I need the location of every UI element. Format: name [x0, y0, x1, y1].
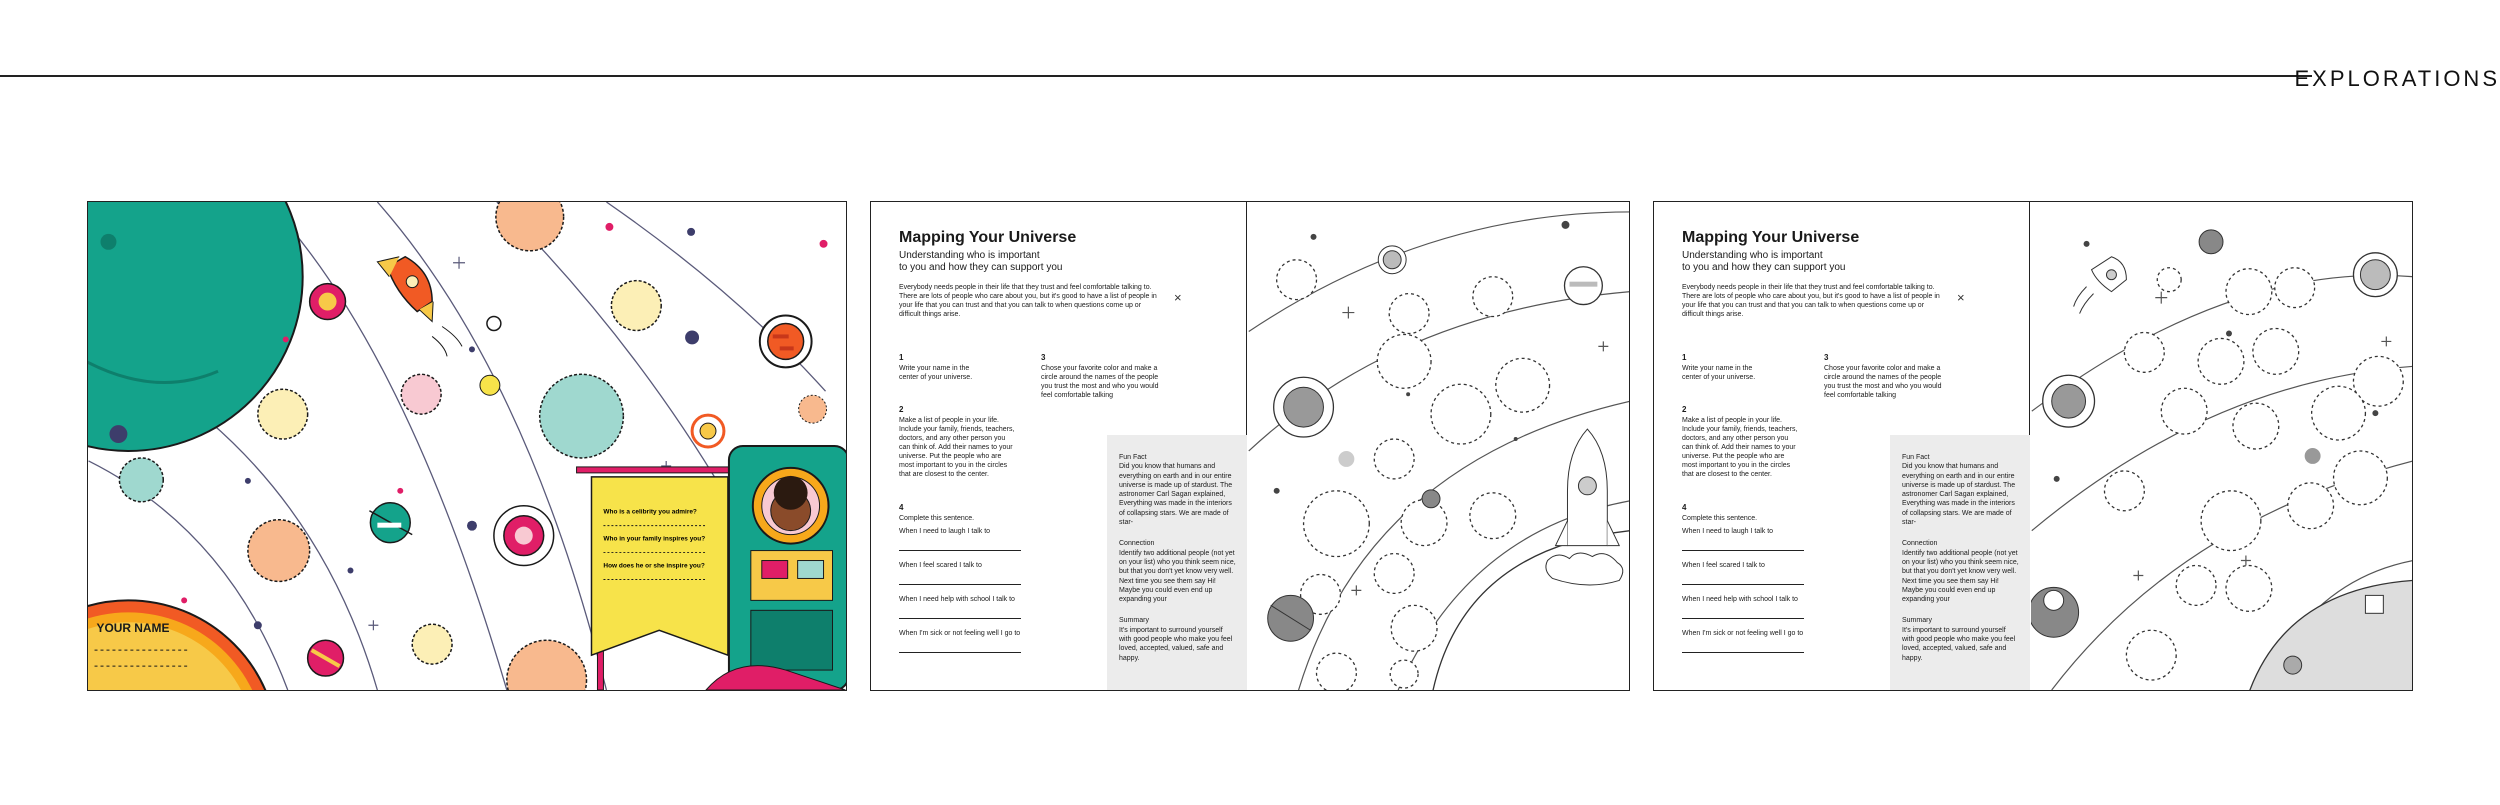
close-icon: × — [1174, 290, 1182, 305]
step-4-number: 4 — [899, 503, 904, 512]
prompt-laugh: When I need to laugh I talk to — [899, 528, 991, 535]
question-banner — [577, 467, 736, 690]
prompt-sick: When I'm sick or not feeling well I go to — [899, 630, 1021, 637]
step-1-text: Write your name in the center of your universe. — [899, 365, 973, 381]
prompt-laugh: When I need to laugh I talk to — [1682, 528, 1774, 535]
answer-line — [1682, 652, 1804, 653]
prompt-sick: When I'm sick or not feeling well I go to — [1682, 630, 1804, 637]
banner-question-3: How does he or she inspire you? — [603, 562, 705, 570]
worksheet-spread-a — [870, 201, 1630, 691]
answer-line — [899, 652, 1021, 653]
step-3-text: Chose your favorite color and make a circle around the names of the people you trust the most and who you would feel comfortable talking — [1041, 365, 1159, 399]
worksheet-text-page — [1654, 202, 2030, 690]
section-title: EXPLORATIONS — [2294, 66, 2500, 91]
worksheet-intro: Everybody needs people in their life that they trust and feel comfortable talking to. There are lots of people who care about you, but it's good to have a list of people in your life that you can trust and that you can talk to when questions come up or difficult things arise. — [1682, 284, 1940, 318]
close-icon: × — [1957, 290, 1965, 305]
summary: Summary It's important to surround yourself with good people who make you feel loved, accepted, valued, safe and happy. — [1902, 617, 2016, 662]
rocket-outline-icon — [2074, 257, 2127, 314]
color-illustration-spread — [87, 201, 847, 691]
name-label: YOUR NAME — [96, 621, 170, 636]
prompt-school: When I need help with school I talk to — [1682, 596, 1798, 603]
connection: Connection Identify two additional people (not yet on your list) who you think seem nice, but that you don't yet know very well. Next time you see them say Hi! Maybe you could even end up expanding your — [1119, 540, 1236, 604]
answer-line — [1682, 584, 1804, 585]
prompt-school: When I need help with school I talk to — [899, 596, 1015, 603]
step-2-number: 2 — [1682, 405, 1687, 414]
step-2-number: 2 — [899, 405, 904, 414]
space-illustration — [88, 202, 846, 690]
step-3-number: 3 — [1824, 353, 1829, 362]
rocket-icon — [377, 257, 462, 357]
worksheet-title: Mapping Your Universe — [1682, 229, 1860, 246]
step-4-text: Complete this sentence. — [1682, 515, 1758, 522]
fun-fact: Fun Fact Did you know that humans and everything on earth and in our entire universe is made up of stardust. The astronomer Carl Sagan explained, Everything was made in the interiors of collapsing stars. We are made of star- — [1902, 454, 2016, 527]
answer-line — [899, 584, 1021, 585]
answer-line — [1682, 550, 1804, 551]
step-1-number: 1 — [899, 353, 904, 362]
fact-box — [1107, 435, 1247, 691]
header-rule — [0, 75, 2312, 77]
answer-line — [899, 618, 1021, 619]
worksheet-title: Mapping Your Universe — [899, 229, 1077, 246]
banner-question-2: Who in your family inspires you? — [603, 535, 706, 543]
step-4-number: 4 — [1682, 503, 1687, 512]
line-art-universe-a — [1248, 202, 1630, 690]
prompt-scared: When I feel scared I talk to — [899, 562, 982, 569]
answer-line — [1682, 618, 1804, 619]
worksheet-spread-b — [1653, 201, 2413, 691]
line-art-universe-b — [2031, 202, 2413, 690]
worksheet-text-page — [871, 202, 1247, 690]
prompt-scared: When I feel scared I talk to — [1682, 562, 1765, 569]
worksheet-intro: Everybody needs people in their life that they trust and feel comfortable talking to. There are lots of people who care about you, but it's good to have a list of people in your life that you can trust and that you can talk to when questions come up or difficult things arise. — [899, 284, 1157, 318]
connection: Connection Identify two additional people (not yet on your list) who you think seem nice, but that you don't yet know very well. Next time you see them say Hi! Maybe you could even end up expanding your — [1902, 540, 2019, 604]
banner-question-1: Who is a celibrity you admire? — [603, 508, 697, 516]
step-3-text: Chose your favorite color and make a circle around the names of the people you trust the most and who you would feel comfortable talking — [1824, 365, 1942, 399]
fact-box — [1890, 435, 2030, 691]
step-3-number: 3 — [1041, 353, 1046, 362]
worksheet-subtitle: Understanding who is important to you and how they can support you — [899, 250, 1063, 273]
fun-fact: Fun Fact Did you know that humans and everything on earth and in our entire universe is made up of stardust. The astronomer Carl Sagan explained, Everything was made in the interiors of collapsing stars. We are made of star- — [1119, 454, 1233, 527]
summary: Summary It's important to surround yourself with good people who make you feel loved, accepted, valued, safe and happy. — [1119, 617, 1233, 662]
step-4-text: Complete this sentence. — [899, 515, 975, 522]
answer-line — [899, 550, 1021, 551]
step-2-text: Make a list of people in your life. Include your family, friends, teachers, doctors, and any other person you can think of. Add their names to your universe. Put the people who are most important to you in the circles that are closest to the center. — [1682, 417, 1798, 478]
rocket-outline-icon — [1546, 429, 1623, 585]
worksheet-subtitle: Understanding who is important to you and how they can support you — [1682, 250, 1846, 273]
step-2-text: Make a list of people in your life. Include your family, friends, teachers, doctors, and any other person you can think of. Add their names to your universe. Put the people who are most important to you in the circles that are closest to the center. — [899, 417, 1015, 478]
step-1-number: 1 — [1682, 353, 1687, 362]
step-1-text: Write your name in the center of your universe. — [1682, 365, 1756, 381]
